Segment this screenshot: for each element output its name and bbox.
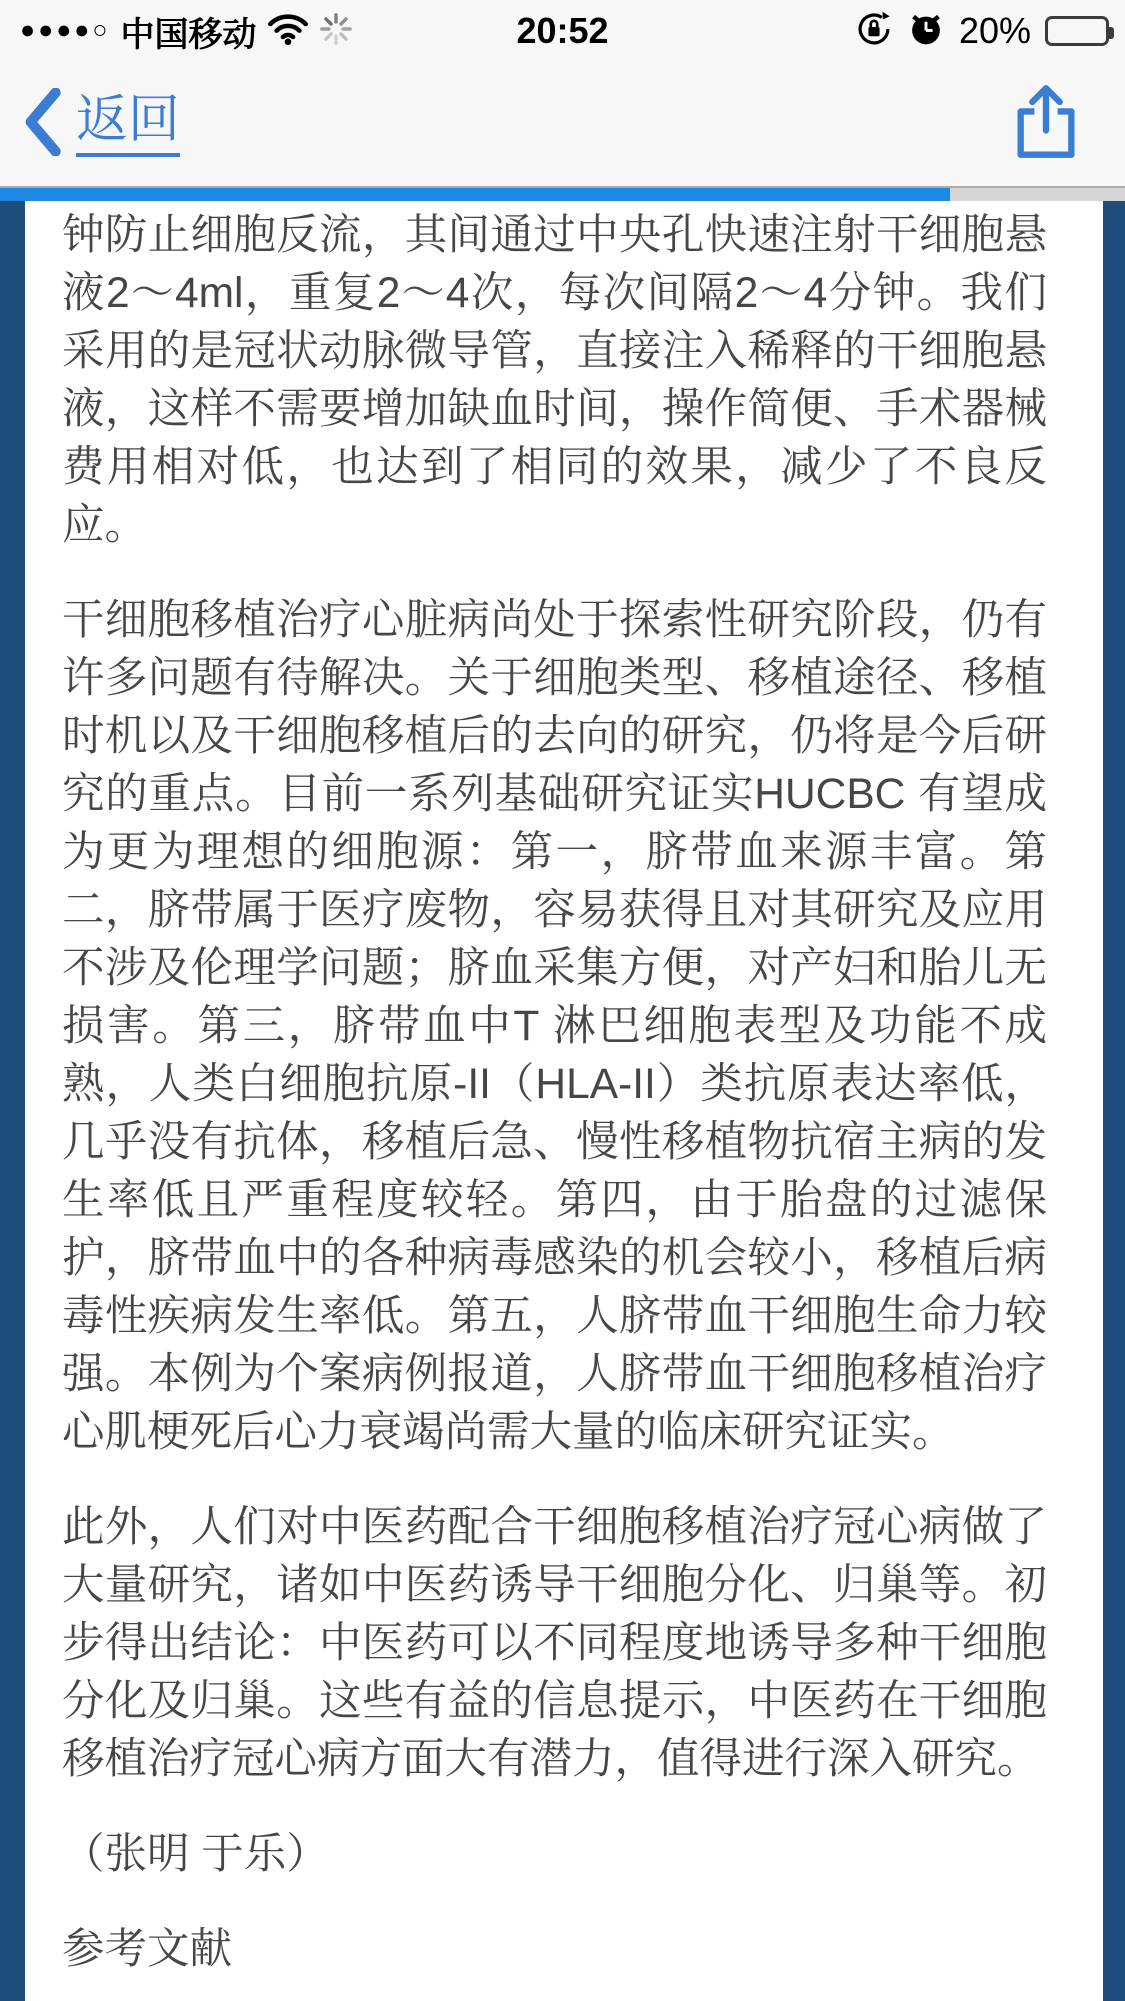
paragraph: 此外，人们对中医药配合干细胞移植治疗冠心病做了大量研究，诸如中医药诱导干细胞分化、归巢等。初步得出结论：中医药可以不同程度地诱导多种干细胞分化及归巢。这些有益的信息提示，中医药在干细胞移植治疗冠心病方面大有潜力，值得进行深入研究。 xyxy=(62,1504,1047,1783)
share-button[interactable] xyxy=(1013,84,1125,165)
carrier-label: 中国移动 xyxy=(120,15,257,54)
author-line: （张明 于乐） xyxy=(62,1831,329,1878)
status-right-cluster xyxy=(855,10,1125,53)
alarm-clock-icon xyxy=(907,10,945,53)
orientation-lock-icon xyxy=(855,10,893,53)
network-activity-spinner-icon xyxy=(319,12,353,51)
battery-icon xyxy=(1045,16,1109,46)
document-page[interactable] xyxy=(25,201,1103,2001)
paragraph: 钟防止细胞反流，其间通过中央孔快速注射干细胞悬液2～4ml，重复2～4次，每次间隔2～4分钟。我们采用的是冠状动脉微导管，直接注入稀释的干细胞悬液，这样不需要增加缺血时间，操作简便、手术器械费用相对低，也达到了相同的效果，减少了不良反应。 xyxy=(62,212,1047,549)
back-button-label: 返回 xyxy=(76,91,180,157)
back-chevron-icon xyxy=(22,88,62,161)
paragraph: 干细胞移植治疗心脏病尚处于探索性研究阶段，仍有许多问题有待解决。关于细胞类型、移植途径、移植时机以及干细胞移植后的去向的研究，仍将是今后研究的重点。目前一系列基础研究证实HUCBC 有望成为更为理想的细胞源：第一，脐带血来源丰富。第二，脐带属于医疗废物，容易获得且对其研究及应用不涉及伦理学问题；脐血采集方便，对产妇和胎儿无损害。第三，脐带血中T 淋巴细胞表型及功能不成熟，人类白细胞抗原-II（HLA-II）类抗原表达率低，几乎没有抗体，移植后急、慢性移植物抗宿主病的发生率低且严重程度较轻。第四，由于胎盘的过滤保护，脐带血中的各种病毒感染的机会较小，移植后病毒性疾病发生率低。第五，人脐带血干细胞生命力较强。本例为个案病例报道，人脐带血干细胞移植治疗心肌梗死后心力衰竭尚需大量的临床研究证实。 xyxy=(62,597,1047,1456)
battery-nub xyxy=(1109,27,1114,39)
status-time: 20:52 xyxy=(516,10,609,51)
status-left-cluster xyxy=(0,7,353,56)
signal-strength-icon: ●●●●○ xyxy=(20,15,111,44)
status-bar xyxy=(0,0,1125,62)
page-right-margin xyxy=(1103,201,1125,2001)
back-button[interactable] xyxy=(0,88,180,161)
battery-percent-label: 20% xyxy=(958,10,1031,51)
references-heading: 参考文献 xyxy=(62,1926,233,1973)
navigation-bar xyxy=(0,62,1125,188)
page-load-progress-fill xyxy=(0,188,950,201)
page-load-progress-track xyxy=(0,188,1125,201)
page-left-margin xyxy=(0,201,25,2001)
share-icon xyxy=(1013,84,1079,165)
wifi-icon xyxy=(267,13,309,50)
document-viewport xyxy=(0,201,1125,2001)
